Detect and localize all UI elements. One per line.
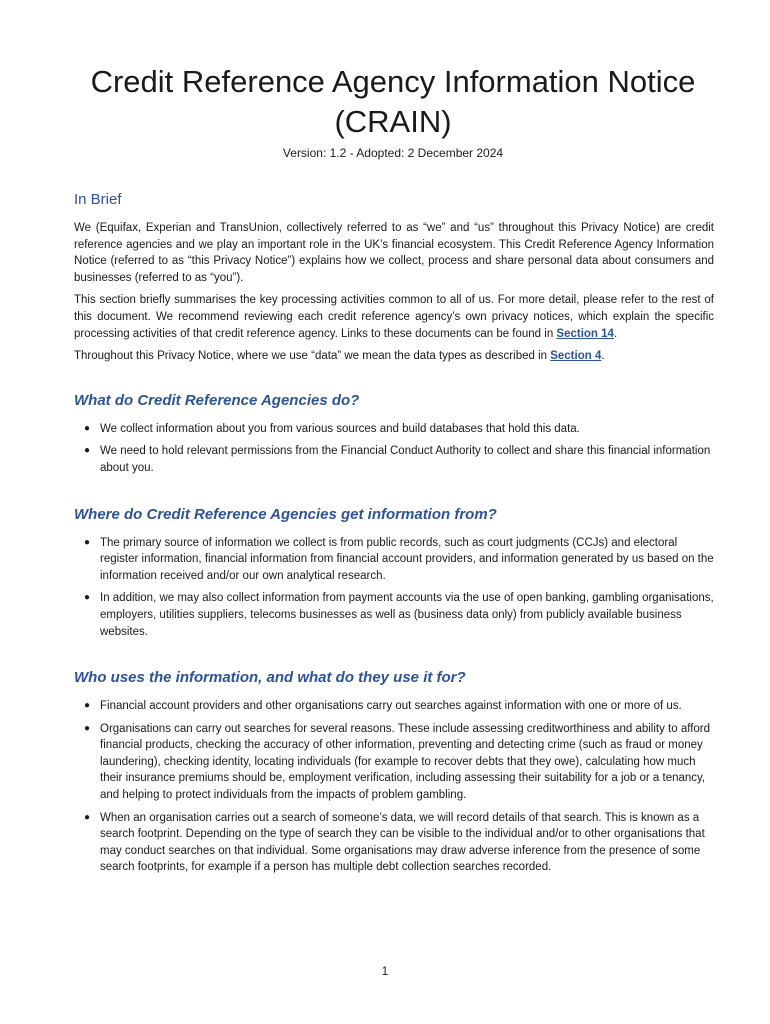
- list-item: [74, 443, 714, 476]
- list-item-text: Organisations can carry out searches for several reasons. These include assessing creditworthiness and ability to afford financial products, checking the accuracy of other information, preventing and detecting crime (such as fraud or money laundering), checking identity, locating individuals (for example to recover debts that they owe), calculating how much their insurance premiums should be, employment verification, including assessing their suitability for a job or a tenancy, and helping to protect individuals from the impacts of problem gambling.: [100, 722, 711, 802]
- document-body: [74, 190, 714, 884]
- list-who-uses-info: [74, 698, 714, 876]
- paragraph-data-end: .: [601, 350, 605, 363]
- list-item-text: In addition, we may also collect information from payment accounts via the use of open banking, gambling organisations, employers, utilities suppliers, telecoms businesses as well as (business data only) from publicly available business websites.: [100, 592, 714, 638]
- bullet-icon: ●: [84, 445, 91, 457]
- list-item-text: We collect information about you from various sources and build databases that hold this data.: [100, 422, 580, 435]
- heading-where-info-from: Where do Credit Reference Agencies get information from?: [74, 505, 497, 523]
- list-item: [74, 810, 714, 876]
- page-number: 1: [381, 966, 389, 978]
- bullet-icon: ●: [84, 722, 91, 734]
- section-4-link[interactable]: Section 4: [550, 350, 602, 363]
- heading-who-uses-info: Who uses the information, and what do they use it for?: [74, 669, 466, 687]
- list-where-info-from: [74, 535, 714, 641]
- list-what-do-cras-do: [74, 421, 714, 477]
- heading-in-brief: In Brief: [74, 191, 122, 208]
- bullet-icon: ●: [84, 700, 91, 712]
- list-item-text: The primary source of information we collect is from public records, such as court judgments (CCJs) and electoral register information, financial information from financial account providers, and information generated by us based on the information received and/or our own analytical research.: [100, 536, 714, 582]
- paragraph-summary: [74, 292, 714, 342]
- document-title: Credit Reference Agency Information Notice (CRAIN): [90, 64, 696, 139]
- list-item: [74, 590, 714, 640]
- list-item-text: When an organisation carries out a search of someone’s data, we will record details of that search. This is known as a search footprint. Depending on the type of search they can be visible to the individual and/or to other organisations that may conduct searches on that individual. Some organisations may draw adverse inference from the presence of some search footprints, for example if a person has multiple debt collection searches recorded.: [100, 811, 705, 874]
- list-item: [74, 698, 714, 715]
- version-line: Version: 1.2 - Adopted: 2 December 2024: [282, 146, 504, 160]
- list-item-text: We need to hold relevant permissions from the Financial Conduct Authority to collect and share this financial information about you.: [100, 445, 711, 474]
- paragraph-summary-end: .: [613, 327, 618, 340]
- bullet-icon: ●: [84, 811, 91, 823]
- bullet-icon: ●: [84, 536, 91, 548]
- list-item-text: Financial account providers and other organisations carry out searches against information with one or more of us.: [100, 700, 682, 713]
- paragraph-summary-text: This section briefly summarises the key processing activities common to all of us. For more detail, please refer to the rest of this document. We recommend reviewing each credit reference agency’s own privacy notices, which explain the specific processing activities of that credit reference agency. Links to these documents can be found in: [74, 294, 714, 340]
- paragraph-data-text: Throughout this Privacy Notice, where we use “data” we mean the data types as described in: [74, 350, 551, 363]
- bullet-icon: ●: [84, 592, 91, 604]
- list-item: [74, 535, 714, 585]
- paragraph-intro: We (Equifax, Experian and TransUnion, collectively referred to as “we” and “us” throughout this Privacy Notice) are credit reference agencies and we play an important role in the UK’s financial ecosystem. This Credit Reference Agency Information Notice (referred to as “this Privacy Notice”) explains how we collect, process and share personal data about consumers and businesses (referred to as “you”).: [74, 222, 714, 284]
- heading-what-do-cras-do: What do Credit Reference Agencies do?: [74, 391, 360, 409]
- list-item: [74, 721, 714, 804]
- list-item: [74, 421, 714, 438]
- bullet-icon: ●: [84, 422, 91, 434]
- paragraph-data-definition: [74, 348, 714, 365]
- section-14-link[interactable]: Section 14: [556, 327, 614, 340]
